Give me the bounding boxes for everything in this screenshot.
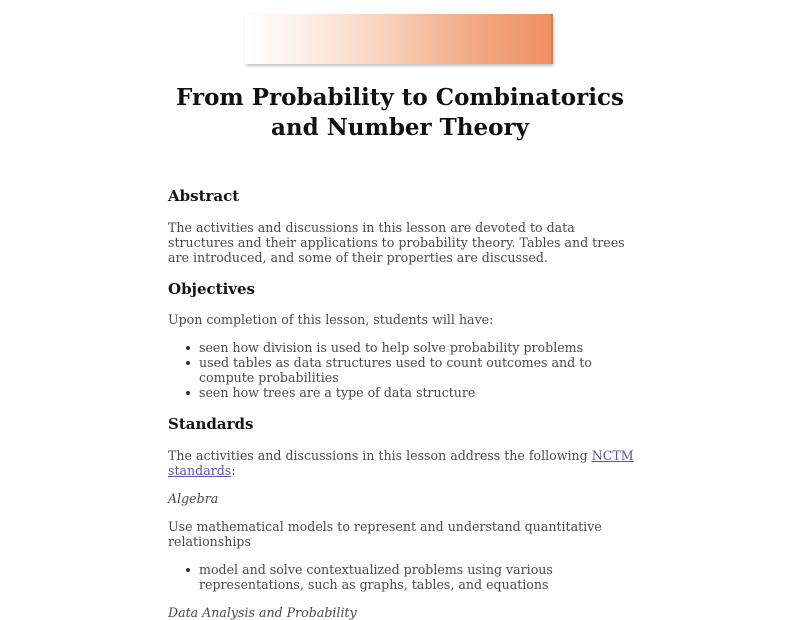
abstract-body: The activities and discussions in this lesson are devoted to data structures and their applications to probability theory. Tables and trees are introduced, and some of their properties are discussed. <box>168 220 625 265</box>
abstract-section <box>168 186 638 265</box>
objectives-section <box>168 279 638 400</box>
list-item: seen how division is used to help solve probability problems <box>199 340 638 355</box>
algebra-body: Use mathematical models to represent and understand quantitative relationships <box>168 519 602 549</box>
list-item: seen how trees are a type of data structure <box>199 385 638 400</box>
nctm-standards-link[interactable]: NCTM standards <box>168 448 634 478</box>
algebra-list <box>168 562 638 592</box>
abstract-heading: Abstract <box>168 187 240 205</box>
objectives-heading: Objectives <box>168 280 255 298</box>
data-analysis-heading: Data Analysis and Probability <box>168 605 357 620</box>
standards-intro-text: The activities and discussions in this lesson address the following <box>168 448 588 463</box>
standards-heading: Standards <box>168 415 254 433</box>
standards-section <box>168 414 638 620</box>
objectives-list <box>168 340 638 400</box>
link-suffix: : <box>231 463 236 478</box>
page-title: From Probability to Combinatorics and Number Theory <box>176 84 624 141</box>
list-item: used tables as data structures used to count outcomes and to compute probabilities <box>199 355 638 385</box>
standards-intro <box>168 448 638 478</box>
main-content <box>168 186 638 620</box>
algebra-heading: Algebra <box>168 491 219 506</box>
header-banner <box>245 14 553 64</box>
objectives-intro: Upon completion of this lesson, students will have: <box>168 312 494 327</box>
gradient-banner-image <box>245 14 553 64</box>
list-item: model and solve contextualized problems using various representations, such as graphs, tables, and equations <box>199 562 638 592</box>
